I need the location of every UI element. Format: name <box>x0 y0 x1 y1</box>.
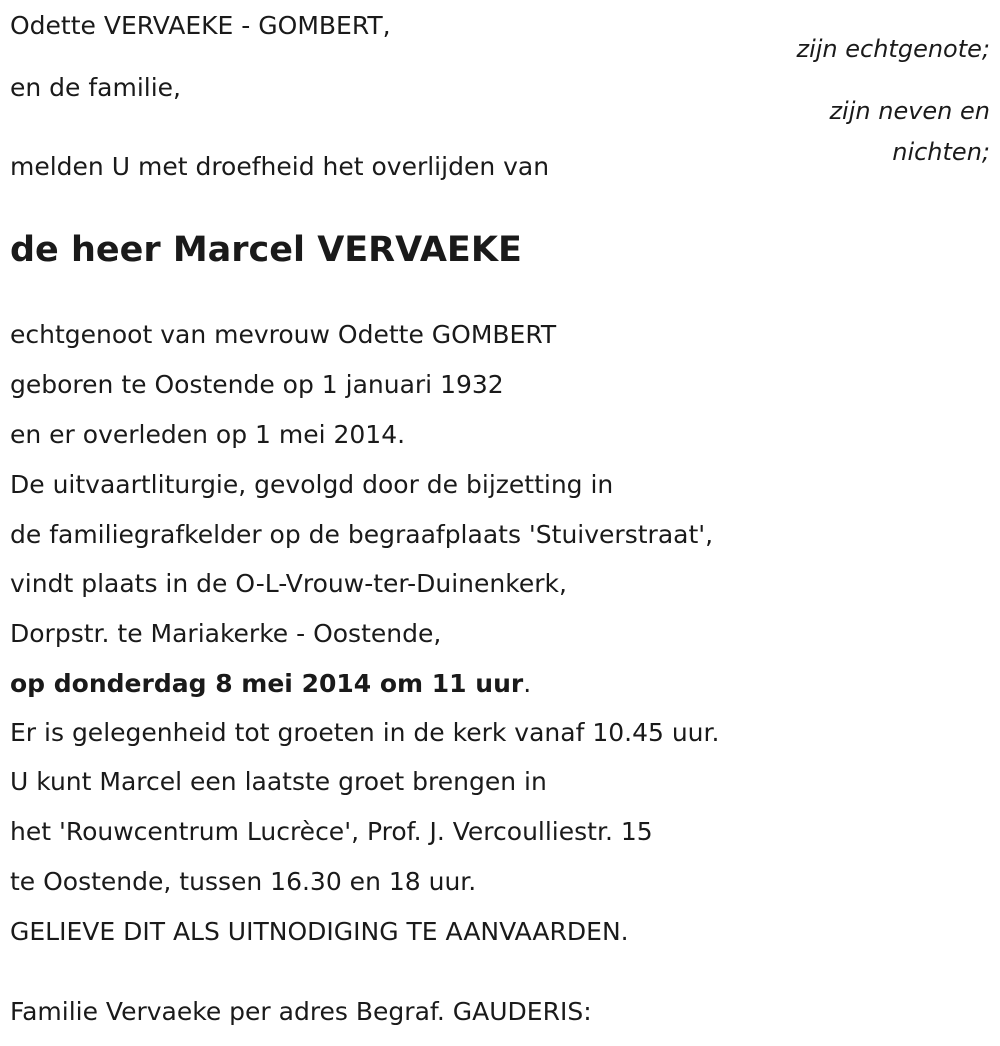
body-line-11: het 'Rouwcentrum Lucrèce', Prof. J. Vercoulliestr. 15 <box>10 817 653 846</box>
family-role: zijn echtgenote; <box>796 35 990 63</box>
deceased-name: de heer Marcel VERVAEKE <box>10 230 522 270</box>
family-line: Odette VERVAEKE - GOMBERT, <box>10 11 391 40</box>
announcement: melden U met droefheid het overlijden van <box>10 152 550 181</box>
body-line-13: GELIEVE DIT ALS UITNODIGING TE AANVAARDEN. <box>10 917 629 946</box>
body-line-8 <box>10 669 531 699</box>
body-line-6: vindt plaats in de O-L-Vrouw-ter-Duinenkerk, <box>10 569 567 598</box>
body-line-4: De uitvaartliturgie, gevolgd door de bijzetting in <box>10 470 614 499</box>
footer-address: Familie Vervaeke per adres Begraf. GAUDERIS: <box>10 997 592 1026</box>
body-line-12: te Oostende, tussen 16.30 en 18 uur. <box>10 867 477 896</box>
body-line-2: geboren te Oostende op 1 januari 1932 <box>10 370 504 399</box>
body-line-9: Er is gelegenheid tot groeten in de kerk vanaf 10.45 uur. <box>10 718 720 747</box>
service-date-period: . <box>523 669 532 698</box>
body-line-5: de familiegrafkelder op de begraafplaats 'Stuiverstraat', <box>10 520 714 549</box>
body-line-1: echtgenoot van mevrouw Odette GOMBERT <box>10 320 557 349</box>
relatives-role-1: zijn neven en <box>829 97 990 125</box>
body-line-10: U kunt Marcel een laatste groet brengen in <box>10 767 547 796</box>
body-line-3: en er overleden op 1 mei 2014. <box>10 420 406 449</box>
service-date: op donderdag 8 mei 2014 om 11 uur <box>10 669 524 698</box>
body-line-7: Dorpstr. te Mariakerke - Oostende, <box>10 619 442 648</box>
relatives-line: en de familie, <box>10 73 182 102</box>
relatives-role-2: nichten; <box>892 138 990 166</box>
